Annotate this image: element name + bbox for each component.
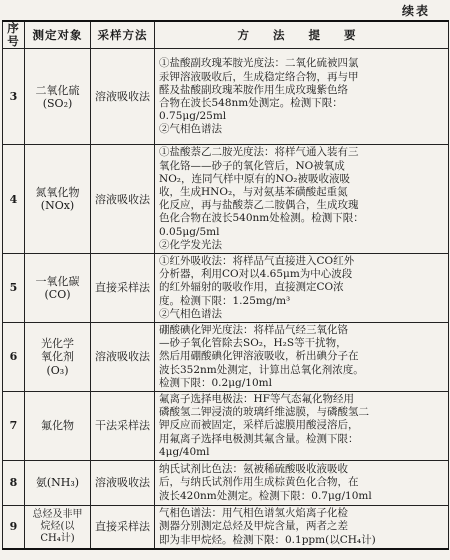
row-number: 6 — [3, 323, 25, 392]
table-row — [3, 254, 449, 323]
row-object: 光化学 氧化剂 (O₃) — [25, 323, 91, 392]
table-row — [3, 392, 449, 461]
row-sampling: 直接采样法 — [91, 254, 155, 323]
row-method: 纳氏试剂比色法：氨被稀硫酸吸收液吸收 后，与纳氏试剂作用生成棕黄色化合物，在 波长420nm处测定。检测下限：0.7μg/10ml — [155, 461, 449, 506]
row-number: 8 — [3, 461, 25, 506]
row-object: 一氧化碳 (CO) — [25, 254, 91, 323]
row-method: 硼酸碘化钾光度法：将样品气经三氧化铬 —砂子氧化管除去SO₂，H₂S等干扰物， 然后用硼酸碘化钾溶液吸收，析出碘分子在 波长352nm处测定，计算出总氧化剂浓度。 检测下限：0.2μg/10ml — [155, 323, 449, 392]
col-header-method: 方 法 提 要 — [155, 21, 449, 49]
row-number: 9 — [3, 506, 25, 550]
table-row — [3, 145, 449, 254]
row-method: ①盐酸副玫瑰苯胺光度法：二氧化硫被四氯 汞钾溶液吸收后，生成稳定络合物，再与甲 醛及盐酸副玫瑰苯胺作用生成玫瑰紫色络 合物在波长548nm处测定。检测下限： 0.75μg/25ml ②气相色谱法 — [155, 49, 449, 145]
row-sampling: 溶液吸收法 — [91, 49, 155, 145]
row-method: 气相色谱法：用气相色谱氢火焰离子化检 测器分别测定总烃及甲烷含量，两者之差 即为非甲烷烃。检测下限：0.1ppm(以CH₄计) — [155, 506, 449, 550]
row-method: ①盐酸萘乙二胺光度法：将样气通入装有三 氧化铬——砂子的氧化管后，NO被氧成 NO₂，连同气样中原有的NO₂被吸收液吸 收，生成HNO₂，与对氨基苯磺酸起重氮 化反应，再与盐酸萘乙二胺偶合，生成玫瑰 色化合物在波长540nm处检测。检测下限： 0.05μg/5ml ②化学发光法 — [155, 145, 449, 254]
row-object: 二氧化硫 (SO₂) — [25, 49, 91, 145]
table-row — [3, 506, 449, 550]
row-sampling: 干法采样法 — [91, 392, 155, 461]
row-sampling: 溶液吸收法 — [91, 145, 155, 254]
col-header-object: 测定对象 — [25, 21, 91, 49]
table-row — [3, 461, 449, 506]
row-object: 氮氧化物 (NOx) — [25, 145, 91, 254]
col-header-no: 序号 — [3, 21, 25, 49]
row-number: 5 — [3, 254, 25, 323]
table-row — [3, 49, 449, 145]
row-object: 氟化物 — [25, 392, 91, 461]
row-sampling: 溶液吸收法 — [91, 461, 155, 506]
continued-label: 续表 — [401, 4, 430, 18]
row-number: 4 — [3, 145, 25, 254]
table-row — [3, 323, 449, 392]
row-method: ①红外吸收法：将样品气直接进入CO红外 分析器，利用CO对以4.65μm为中心波段 的红外辐射的吸收作用，直接测定CO浓 度。检测下限：1.25mg/m³ ②气相色谱法 — [155, 254, 449, 323]
table-header-row — [3, 21, 449, 49]
row-sampling: 直接采样法 — [91, 506, 155, 550]
row-number: 3 — [3, 49, 25, 145]
row-object: 氨(NH₃) — [25, 461, 91, 506]
row-object: 总烃及非甲 烷烃(以 CH₄计) — [25, 506, 91, 550]
row-method: 氟离子选择电极法：HF等气态氟化物经用 磷酸氢二钾浸渍的玻璃纤维滤膜，与磷酸氢二 钾反应而被固定，采样后滤膜用酸浸溶后， 用氟离子选择电极测其氟含量。检测下限： 4μg/40ml — [155, 392, 449, 461]
methods-table — [2, 20, 449, 550]
row-sampling: 溶液吸收法 — [91, 323, 155, 392]
row-number: 7 — [3, 392, 25, 461]
col-header-sampling: 采样方法 — [91, 21, 155, 49]
